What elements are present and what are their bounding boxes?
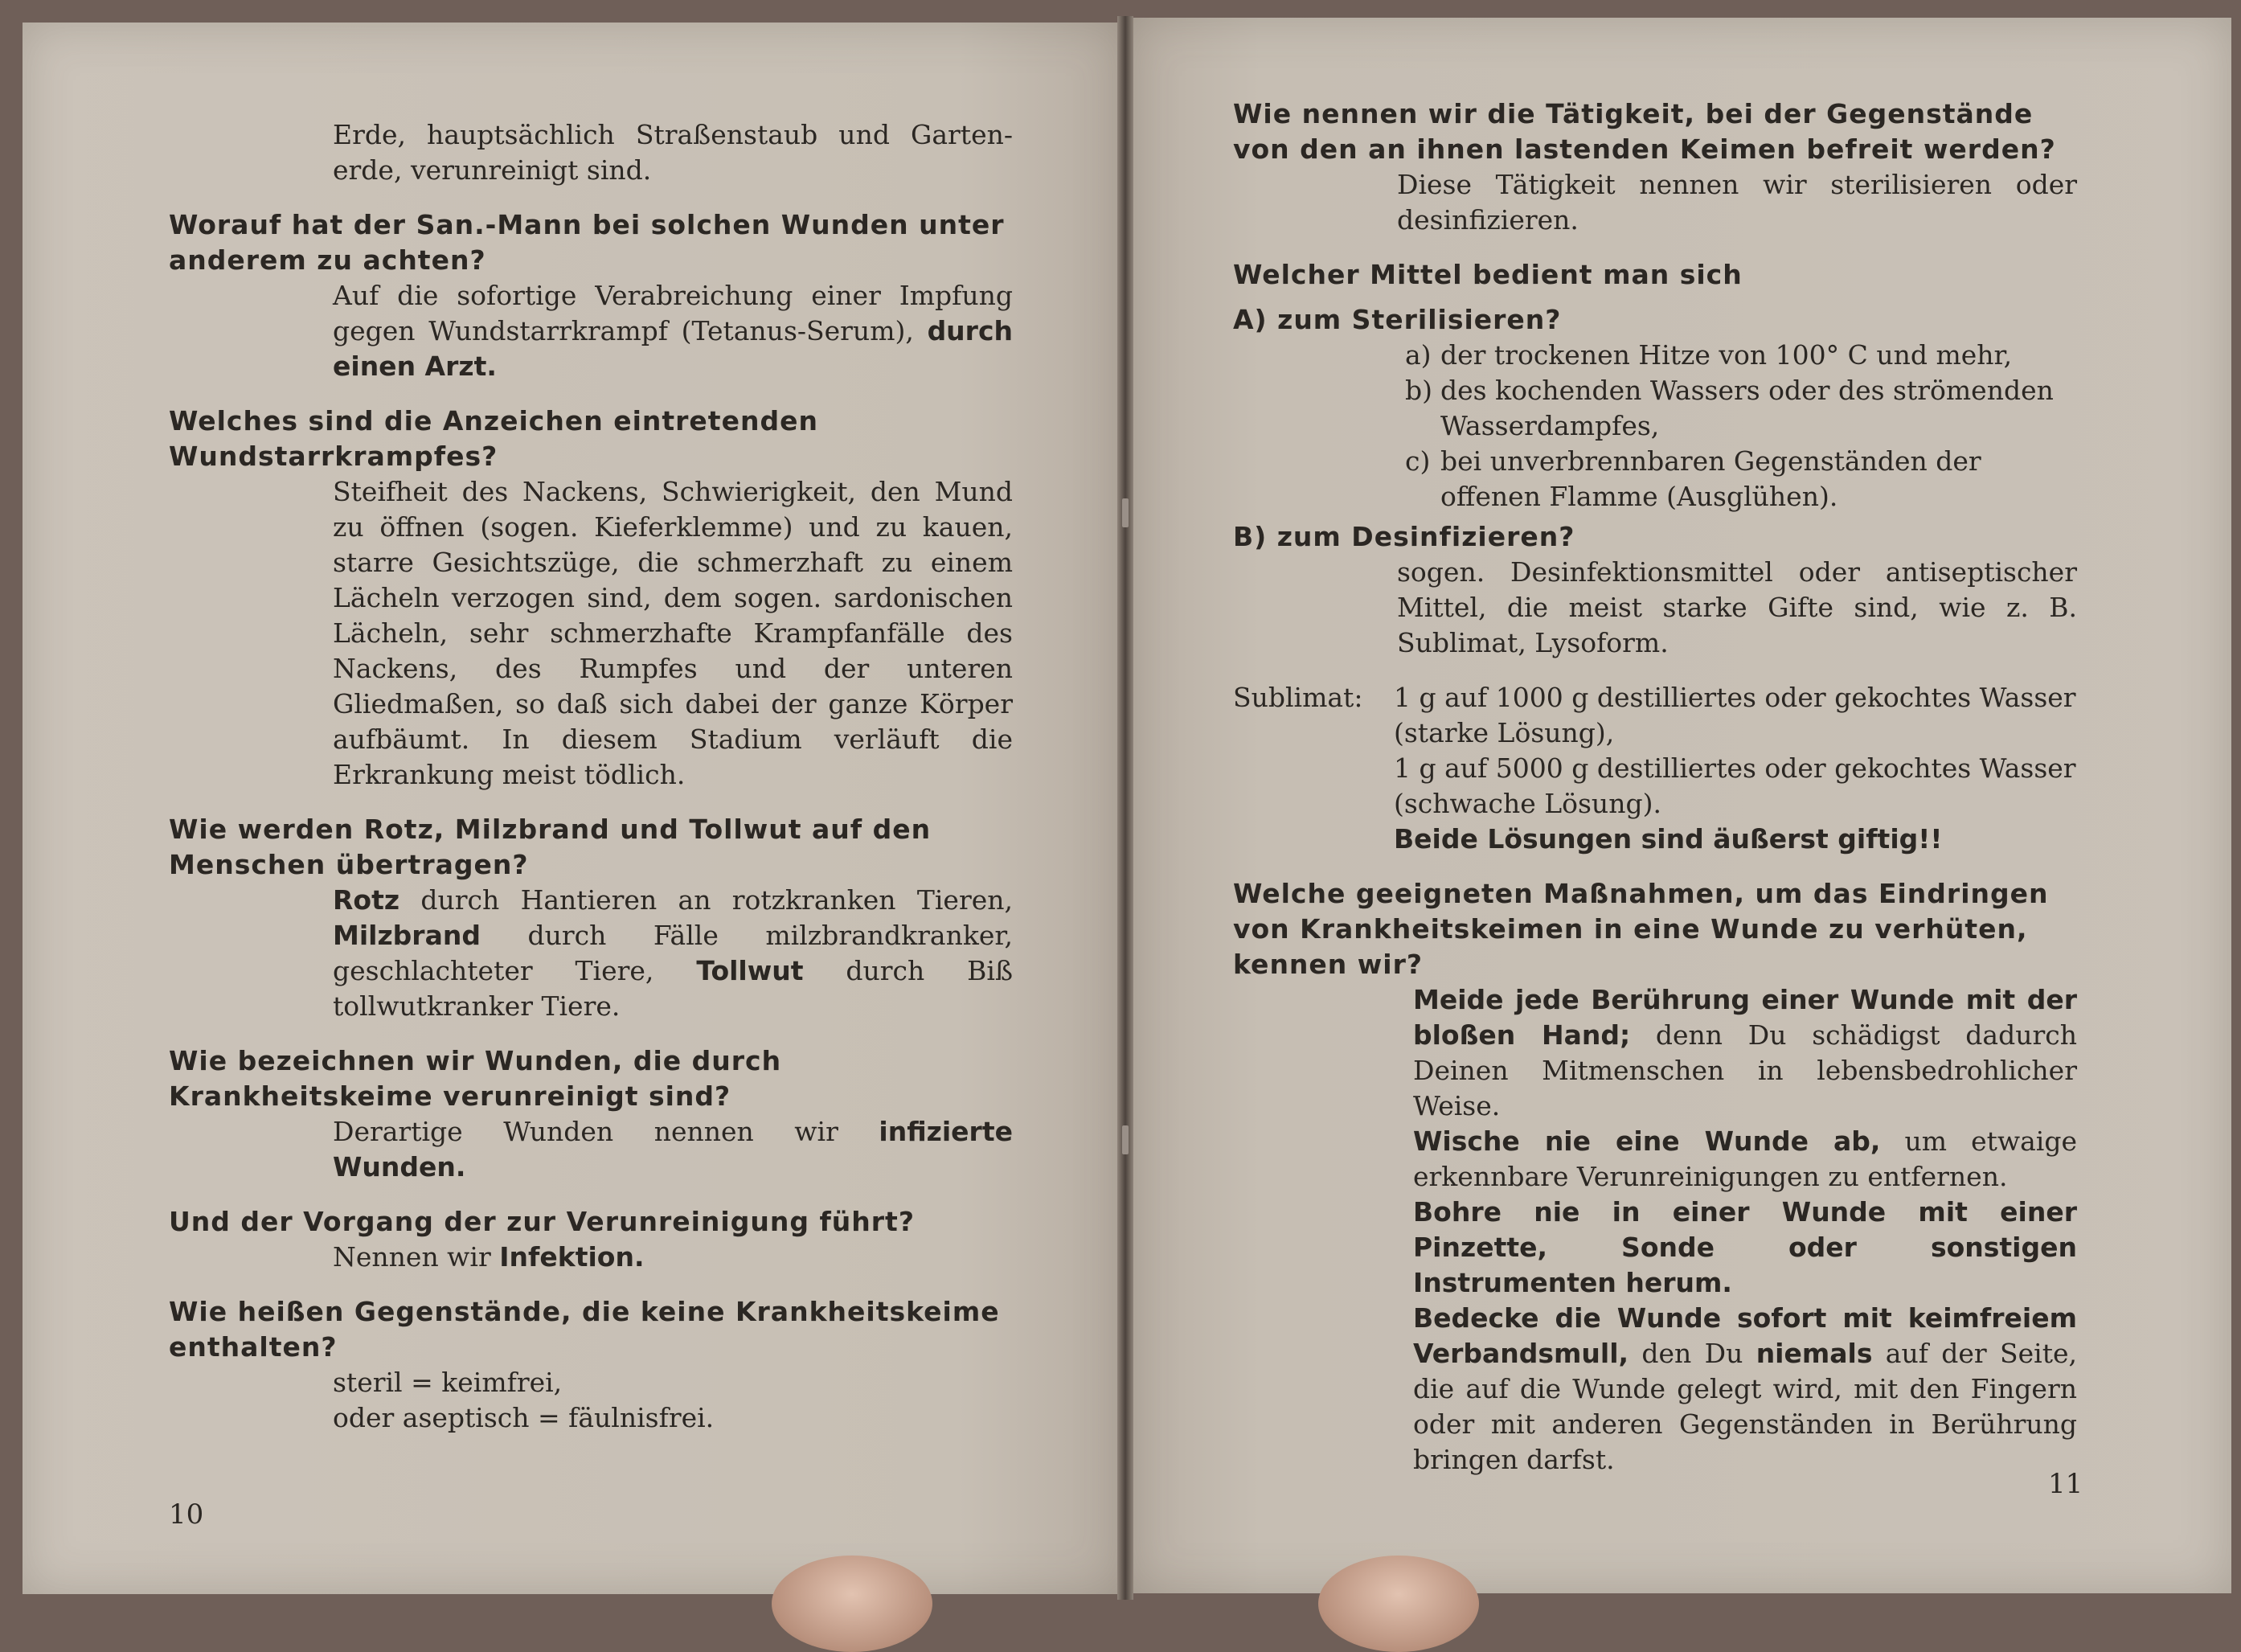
list-marker: a) bbox=[1405, 339, 1432, 371]
measure-emphasis: Meide jede Berührung einer Wunde mit der bloßen Hand; bbox=[1413, 984, 2077, 1051]
answer bbox=[333, 883, 1013, 1024]
thumb-left bbox=[772, 1556, 932, 1652]
book-gutter bbox=[1117, 16, 1133, 1600]
measure-emphasis: niemals bbox=[1756, 1338, 1873, 1369]
list-marker: c) bbox=[1405, 445, 1431, 477]
measure-item bbox=[1413, 982, 2077, 1124]
right-page-text bbox=[1233, 96, 2077, 1478]
staple-top bbox=[1122, 498, 1129, 527]
term-tollwut: Tollwut bbox=[696, 955, 804, 986]
measure-text: um etwaige erkennbare Verunreinigungen zu entfernen. bbox=[1413, 1125, 2077, 1192]
thumb-right bbox=[1318, 1556, 1479, 1652]
answer-text: durch Hantieren an rotzkranken Tieren, bbox=[399, 884, 1013, 916]
list-item bbox=[1405, 444, 2077, 514]
question: Wie nennen wir die Tätigkeit, bei der Gegenstände von den an ihnen lastenden Keimen befreit werden? bbox=[1233, 98, 2056, 165]
sublimat-block bbox=[1233, 680, 2077, 857]
question: Worauf hat der San.-Mann bei solchen Wunden unter anderem zu achten? bbox=[169, 209, 1005, 276]
answer-text: Auf die sofortige Verabreichung einer Impfung gegen Wundstarrkrampf (Tetanus-Serum), bbox=[333, 280, 1013, 346]
question: Welcher Mittel bedient man sich bbox=[1233, 259, 1743, 290]
answer: sogen. Desinfektionsmittel oder antiseptischer Mittel, die meist starke Gifte sind, wie z. B. Sublimat, Lysoform. bbox=[1397, 556, 2077, 658]
sublimat-weak: 1 g auf 5000 g destilliertes oder gekochtes Wasser (schwache Lösung). bbox=[1394, 752, 2076, 819]
sublimat-details bbox=[1394, 680, 2077, 857]
left-page-text bbox=[169, 117, 1013, 1436]
sublimat-strong: 1 g auf 1000 g destilliertes oder gekochtes Wasser (starke Lösung), bbox=[1394, 682, 2076, 748]
subheading-desinfizieren: B) zum Desinfizieren? bbox=[1233, 521, 1575, 552]
answer-emphasis: infizierte Wunden. bbox=[333, 1116, 1013, 1183]
sublimat-warning: Beide Lösungen sind äußerst giftig!! bbox=[1394, 823, 1943, 855]
question: Und der Vorgang der zur Verunreinigung führt? bbox=[169, 1206, 915, 1237]
staple-bottom bbox=[1122, 1125, 1129, 1154]
subheading-sterilisieren: A) zum Sterilisieren? bbox=[1233, 304, 1562, 335]
sublimat-label: Sublimat: bbox=[1233, 682, 1363, 713]
measure-emphasis: Bohre nie in einer Wunde mit einer Pinzette, Sonde oder sonstigen Instrumenten herum. bbox=[1413, 1196, 2077, 1298]
question: Wie werden Rotz, Milzbrand und Tollwut auf den Menschen übertragen? bbox=[169, 814, 932, 880]
answer-text: durch Biß tollwutkranker Tiere. bbox=[333, 955, 1014, 1022]
answer-emphasis: durch einen Arzt. bbox=[333, 315, 1014, 382]
question: Wie heißen Gegenstände, die keine Krankheitskeime enthalten? bbox=[169, 1296, 1000, 1363]
measure-text: denn Du schädigst dadurch Deinen Mitmenschen in lebensbedrohlicher Weise. bbox=[1413, 1019, 2077, 1121]
measure-text: den Du bbox=[1629, 1338, 1756, 1369]
question: Welche geeigneten Maßnahmen, um das Eindringen von Krankheitskeimen in eine Wunde zu verhüten, kennen wir? bbox=[1233, 878, 2049, 980]
page-number-right: 11 bbox=[2048, 1468, 2083, 1500]
measure-emphasis: Bedecke die Wunde sofort mit keimfreiem Verbandsmull, bbox=[1413, 1302, 2077, 1369]
list-item bbox=[1405, 338, 2077, 373]
intro-text: Erde, hauptsächlich Straßenstaub und Garten-erde, verunreinigt sind. bbox=[333, 119, 1013, 186]
answer-text: durch Fälle milzbrandkranker, geschlachteter Tiere, bbox=[333, 920, 1013, 986]
answer: Diese Tätigkeit nennen wir sterilisieren oder desinfizieren. bbox=[1397, 169, 2077, 236]
answer bbox=[333, 1114, 1013, 1185]
answer bbox=[1413, 982, 2077, 1478]
answer-text: Nennen wir bbox=[333, 1241, 500, 1273]
term-milzbrand: Milzbrand bbox=[333, 920, 481, 951]
question: Welches sind die Anzeichen eintretenden Wundstarrkrampfes? bbox=[169, 405, 818, 472]
question: Wie bezeichnen wir Wunden, die durch Krankheitskeime verunreinigt sind? bbox=[169, 1045, 782, 1112]
answer-line: oder aseptisch = fäulnisfrei. bbox=[333, 1402, 715, 1433]
measure-item bbox=[1413, 1195, 2077, 1301]
list-marker: b) bbox=[1405, 375, 1432, 406]
list-item bbox=[1405, 373, 2077, 444]
measure-emphasis: Wische nie eine Wunde ab, bbox=[1413, 1125, 1881, 1157]
sterilization-list bbox=[1405, 338, 2077, 514]
term-rotz: Rotz bbox=[333, 884, 400, 916]
list-text: des kochenden Wassers oder des strömenden Wasserdampfes, bbox=[1440, 375, 2054, 441]
answer-line: steril = keimfrei, bbox=[333, 1367, 563, 1398]
measure-item bbox=[1413, 1301, 2077, 1478]
measure-text: auf der Seite, die auf die Wunde gelegt wird, mit den Fingern oder mit anderen Gegenständen in Berührung bringen darfst. bbox=[1413, 1338, 2078, 1475]
answer-emphasis: Infektion. bbox=[499, 1241, 645, 1273]
answer bbox=[333, 1240, 1013, 1275]
measure-item bbox=[1413, 1124, 2077, 1195]
list-text: der trockenen Hitze von 100° C und mehr, bbox=[1440, 339, 2013, 371]
answer bbox=[333, 278, 1013, 384]
list-text: bei unverbrennbaren Gegenständen der offenen Flamme (Ausglühen). bbox=[1440, 445, 1981, 512]
page-number-left: 10 bbox=[169, 1498, 204, 1531]
answer-text: Derartige Wunden nennen wir bbox=[333, 1116, 879, 1147]
answer: Steifheit des Nackens, Schwierigkeit, den Mund zu öffnen (sogen. Kieferklemme) und zu kauen, starre Gesichtszüge, die schmerzhaft zu einem Lächeln verzogen sind, dem sogen. sardonischen Lächeln, sehr schmerzhafte Krampfanfälle des Nackens, des Rumpfes und der unteren Gliedmaßen, so daß sich dabei der ganze Körper aufbäumt. In diesem Stadium verläuft die Erkrankung meist tödlich. bbox=[333, 476, 1013, 790]
